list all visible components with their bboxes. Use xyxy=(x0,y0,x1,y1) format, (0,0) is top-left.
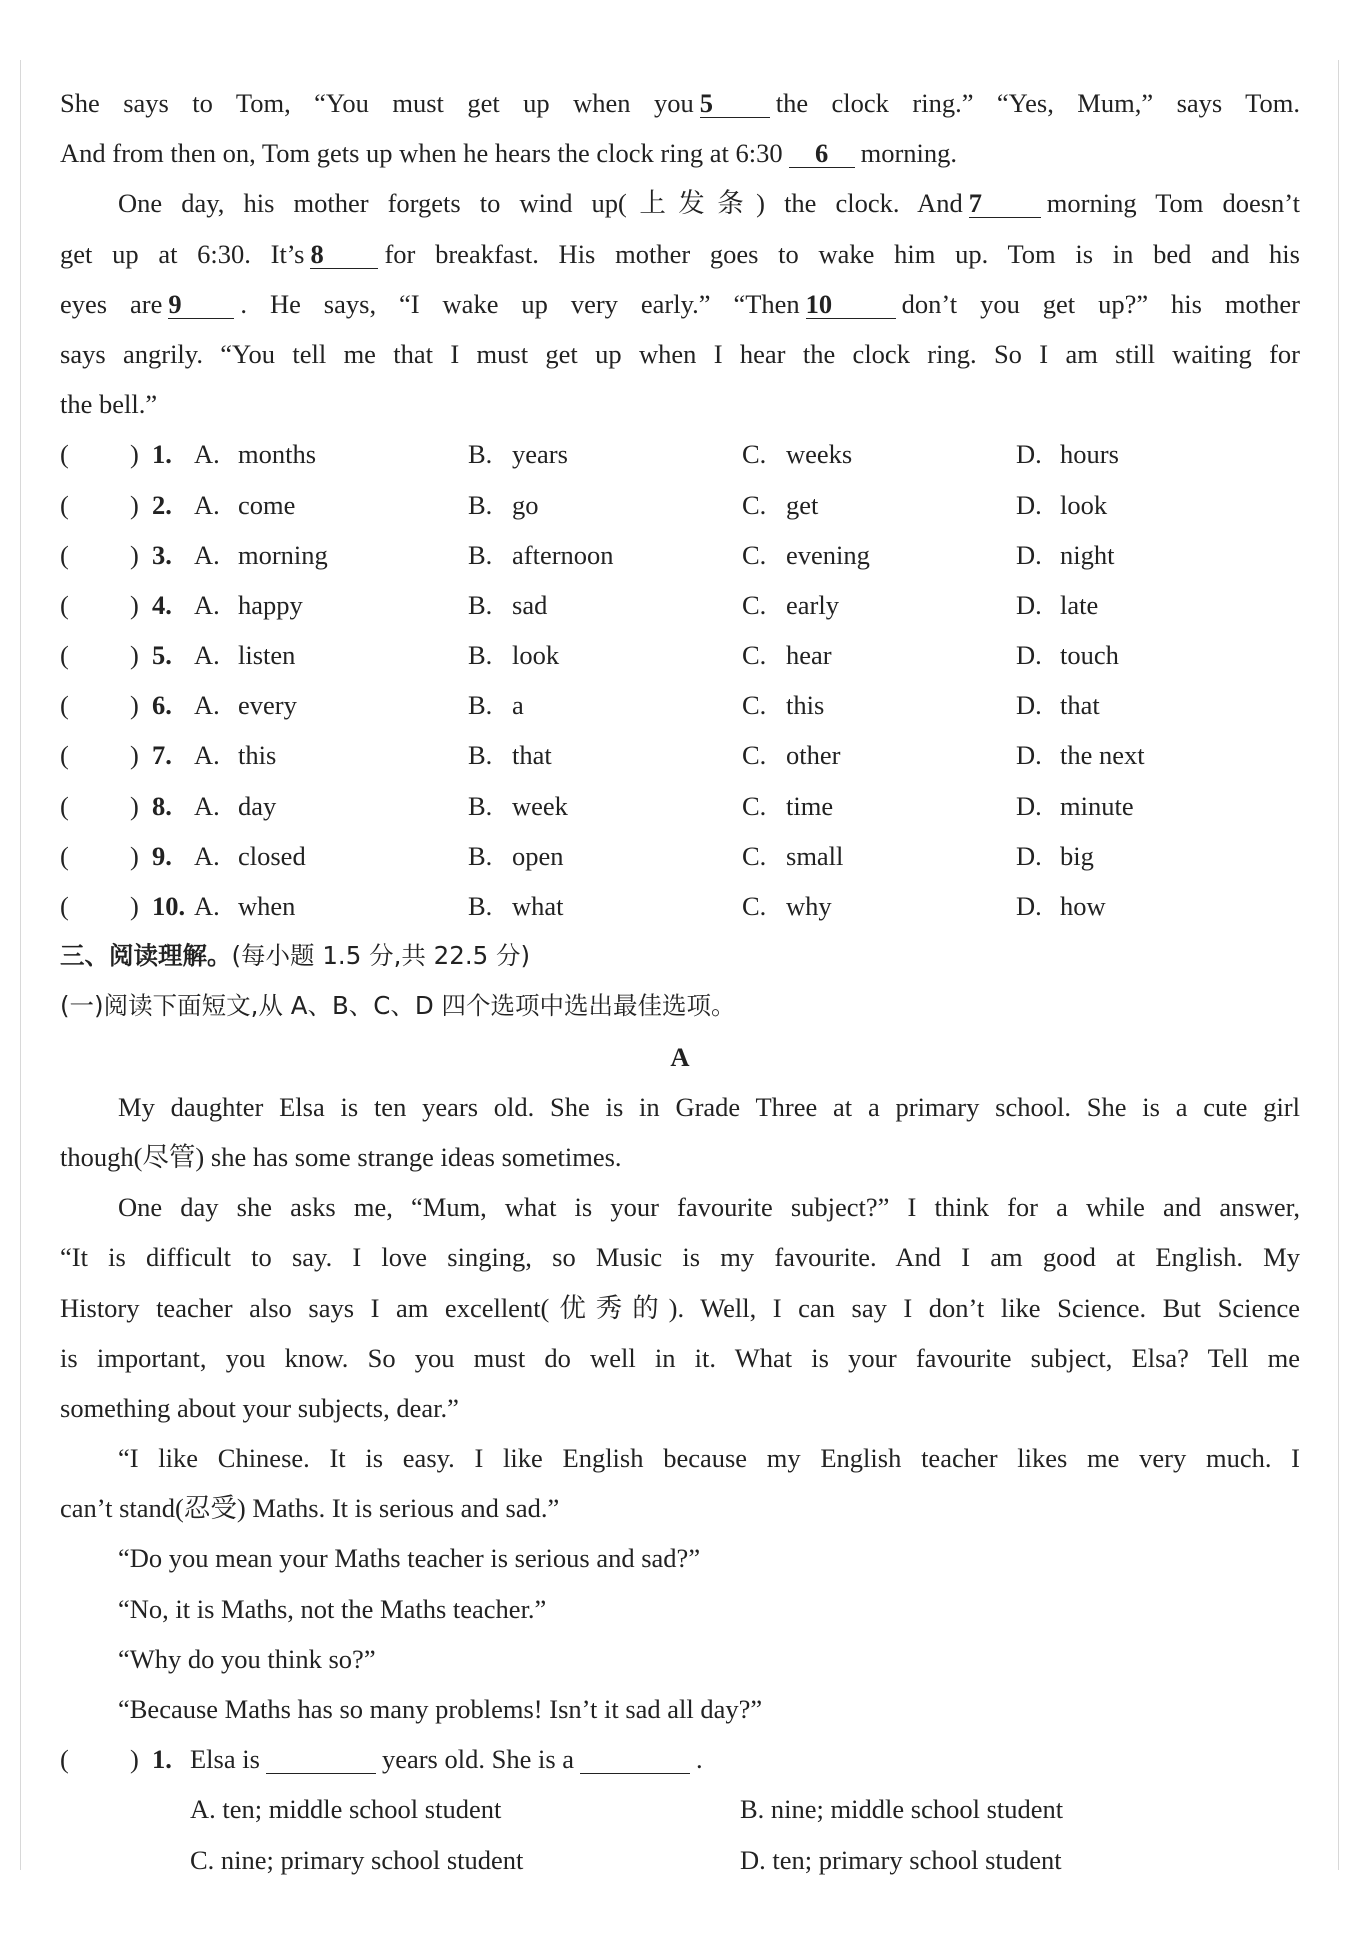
option-letter: B. xyxy=(468,891,493,921)
option-letter: C. xyxy=(742,489,767,520)
cloze-question-row xyxy=(60,781,1300,831)
reading-choices-row xyxy=(60,1835,1300,1885)
option-c xyxy=(742,680,824,730)
option-d xyxy=(1016,831,1094,881)
passage-line: get up at 6:30. It’s 8 for breakfast. His mother goes to wake him up. Tom is in bed and his xyxy=(60,238,1300,269)
option-letter: A. xyxy=(194,790,220,821)
question-number: 5. xyxy=(152,640,172,671)
option-letter: D. xyxy=(1016,439,1042,470)
option-letter: D. xyxy=(1016,489,1042,520)
passage-line: says angrily. “You tell me that I must get up when I hear the clock ring. So I am still waiting for xyxy=(60,338,1300,369)
answer-paren-close: ) xyxy=(130,1744,139,1775)
option-text: that xyxy=(512,740,552,771)
option-text: the next xyxy=(1060,740,1145,771)
option-text: hear xyxy=(786,640,832,671)
option-text: come xyxy=(238,489,296,520)
passage-a-line: History teacher also says I am excellent(优秀的). Well, I can say I don’t like Science. But Science xyxy=(60,1292,1300,1323)
answer-paren-open: ( xyxy=(60,891,69,921)
blank-7: 7 xyxy=(969,189,1041,218)
option-text: why xyxy=(786,891,832,921)
passage-a-line: “It is difficult to say. I love singing, so Music is my favourite. And I am good at English. My xyxy=(60,1242,1300,1273)
option-text: week xyxy=(512,790,568,821)
option-c xyxy=(742,881,832,931)
option-letter: A. xyxy=(194,740,220,771)
passage-a-line: One day she asks me, “Mum, what is your favourite subject?” I think for a while and answer, xyxy=(118,1192,1300,1223)
passage-line: the bell.” xyxy=(60,389,158,420)
passage-a-line: “Why do you think so?” xyxy=(118,1643,376,1674)
option-letter: C. xyxy=(742,539,767,570)
option-letter: D. xyxy=(1016,740,1042,771)
option-d xyxy=(1016,680,1100,730)
option-a xyxy=(194,530,328,580)
option-d xyxy=(1016,530,1114,580)
passage-a-line: is important, you know. So you must do well in it. What is your favourite subject, Elsa? Tell me xyxy=(60,1342,1300,1373)
option-text: other xyxy=(786,740,841,771)
option-text: late xyxy=(1060,589,1099,620)
passage-line: eyes are 9 . He says, “I wake up very early.” “Then 10 don’t you get up?” his mother xyxy=(60,288,1300,319)
option-letter: C. xyxy=(742,439,767,470)
section-heading xyxy=(60,931,1300,981)
answer-paren-open: ( xyxy=(60,790,69,821)
answer-paren-close: ) xyxy=(130,690,139,721)
option-a xyxy=(194,881,295,931)
option-letter: C. xyxy=(742,690,767,721)
cloze-question-row xyxy=(60,429,1300,479)
option-c xyxy=(742,781,833,831)
option-a xyxy=(194,831,306,881)
answer-paren-open: ( xyxy=(60,439,69,470)
cloze-question-row xyxy=(60,580,1300,630)
passage-a-line: My daughter Elsa is ten years old. She is in Grade Three at a primary school. She is a cute girl xyxy=(118,1091,1300,1122)
cloze-question-row xyxy=(60,680,1300,730)
option-letter: B. xyxy=(468,489,493,520)
choice-d: D. ten; primary school student xyxy=(740,1844,1062,1875)
cloze-question-row xyxy=(60,630,1300,680)
option-b xyxy=(468,530,614,580)
answer-blank xyxy=(266,1745,376,1774)
answer-paren-close: ) xyxy=(130,539,139,570)
answer-paren-close: ) xyxy=(130,640,139,671)
answer-paren-open: ( xyxy=(60,589,69,620)
question-number: 1. xyxy=(152,439,172,470)
section-instructions: (一)阅读下面短文,从 A、B、C、D 四个选项中选出最佳选项。 xyxy=(60,991,736,1021)
option-letter: D. xyxy=(1016,690,1042,721)
option-a xyxy=(194,781,276,831)
reading-question-1 xyxy=(60,1734,1300,1784)
cloze-question-row xyxy=(60,881,1300,931)
answer-paren-close: ) xyxy=(130,740,139,771)
blank-5: 5 xyxy=(700,89,770,118)
option-text: months xyxy=(238,439,317,470)
option-letter: C. xyxy=(742,640,767,671)
option-letter: B. xyxy=(468,740,493,771)
option-letter: D. xyxy=(1016,790,1042,821)
option-text: how xyxy=(1060,891,1106,921)
option-a xyxy=(194,429,316,479)
option-text: morning xyxy=(238,539,328,570)
option-c xyxy=(742,480,818,530)
option-letter: D. xyxy=(1016,589,1042,620)
page-edge-right xyxy=(1338,60,1339,1870)
option-text: what xyxy=(512,891,564,921)
option-text: when xyxy=(238,891,296,921)
option-letter: C. xyxy=(742,790,767,821)
choice-c: C. nine; primary school student xyxy=(190,1844,524,1875)
answer-paren-close: ) xyxy=(130,840,139,871)
passage-a xyxy=(60,1082,1300,1734)
option-a xyxy=(194,630,295,680)
option-text: small xyxy=(786,840,844,871)
option-text: weeks xyxy=(786,439,853,470)
option-b xyxy=(468,580,547,630)
option-letter: C. xyxy=(742,891,767,921)
answer-blank xyxy=(580,1745,690,1774)
answer-paren-open: ( xyxy=(60,1744,69,1775)
cloze-question-row xyxy=(60,730,1300,780)
choice-b: B. nine; middle school student xyxy=(740,1794,1064,1825)
option-letter: B. xyxy=(468,790,493,821)
option-letter: A. xyxy=(194,891,220,921)
option-letter: B. xyxy=(468,589,493,620)
option-text: hours xyxy=(1060,439,1119,470)
cloze-options xyxy=(60,429,1300,931)
option-text: look xyxy=(1060,489,1108,520)
passage-a-line: “Because Maths has so many problems! Isn’t it sad all day?” xyxy=(118,1694,763,1724)
option-text: open xyxy=(512,840,564,871)
question-number: 6. xyxy=(152,690,172,721)
answer-paren-open: ( xyxy=(60,640,69,671)
option-text: afternoon xyxy=(512,539,614,570)
question-number: 10. xyxy=(152,891,186,921)
option-text: sad xyxy=(512,589,548,620)
option-d xyxy=(1016,730,1145,780)
option-text: happy xyxy=(238,589,303,620)
option-letter: B. xyxy=(468,640,493,671)
option-letter: D. xyxy=(1016,640,1042,671)
option-text: night xyxy=(1060,539,1115,570)
option-d xyxy=(1016,630,1119,680)
option-c xyxy=(742,530,870,580)
option-text: a xyxy=(512,690,524,721)
option-c xyxy=(742,580,839,630)
passage-label: A xyxy=(670,1041,690,1072)
blank-6: 6 xyxy=(789,139,855,168)
option-letter: B. xyxy=(468,690,493,721)
question-number: 8. xyxy=(152,790,172,821)
option-text: this xyxy=(238,740,277,771)
passage-a-line: can’t stand(忍受) Maths. It is serious and sad.” xyxy=(60,1493,560,1524)
option-b xyxy=(468,680,524,730)
option-text: get xyxy=(786,489,819,520)
cloze-question-row xyxy=(60,530,1300,580)
option-d xyxy=(1016,480,1107,530)
option-text: big xyxy=(1060,840,1094,871)
option-d xyxy=(1016,881,1106,931)
option-a xyxy=(194,580,303,630)
section-title: 三、阅读理解。 xyxy=(60,941,232,971)
option-text: evening xyxy=(786,539,870,570)
option-letter: A. xyxy=(194,489,220,520)
answer-paren-close: ) xyxy=(130,489,139,520)
option-letter: A. xyxy=(194,589,220,620)
option-letter: A. xyxy=(194,690,220,721)
option-c xyxy=(742,730,840,780)
reading-choices-row xyxy=(60,1784,1300,1834)
question-number: 2. xyxy=(152,489,172,520)
option-b xyxy=(468,630,559,680)
cloze-question-row xyxy=(60,480,1300,530)
option-text: touch xyxy=(1060,640,1119,671)
question-number: 9. xyxy=(152,840,172,871)
option-text: listen xyxy=(238,640,296,671)
answer-paren-open: ( xyxy=(60,840,69,871)
choice-a: A. ten; middle school student xyxy=(190,1794,502,1825)
option-c xyxy=(742,630,832,680)
option-a xyxy=(194,680,297,730)
passage-a-line: “Do you mean your Maths teacher is serious and sad?” xyxy=(118,1543,701,1574)
blank-9: 9 xyxy=(168,290,234,319)
option-text: every xyxy=(238,690,297,721)
option-d xyxy=(1016,429,1119,479)
option-text: this xyxy=(786,690,825,721)
option-letter: D. xyxy=(1016,840,1042,871)
option-b xyxy=(468,429,568,479)
option-text: that xyxy=(1060,690,1100,721)
passage-a-line: something about your subjects, dear.” xyxy=(60,1392,459,1423)
option-a xyxy=(194,730,276,780)
option-letter: C. xyxy=(742,740,767,771)
answer-paren-close: ) xyxy=(130,439,139,470)
option-letter: A. xyxy=(194,439,220,470)
option-b xyxy=(468,730,552,780)
document-content xyxy=(60,78,1300,1885)
blank-10: 10 xyxy=(806,290,896,319)
passage-a-line: “No, it is Maths, not the Maths teacher.” xyxy=(118,1593,547,1624)
option-text: time xyxy=(786,790,834,821)
passage-line: She says to Tom, “You must get up when you 5 the clock ring.” “Yes, Mum,” says Tom. xyxy=(60,88,1301,118)
option-b xyxy=(468,480,539,530)
question-number: 4. xyxy=(152,589,172,620)
option-c xyxy=(742,429,852,479)
answer-paren-open: ( xyxy=(60,690,69,721)
option-letter: B. xyxy=(468,539,493,570)
passage-a-line: though(尽管) she has some strange ideas sometimes. xyxy=(60,1141,622,1172)
passage-a-line: “I like Chinese. It is easy. I like English because my English teacher likes me very much. I xyxy=(118,1443,1300,1474)
answer-paren-close: ) xyxy=(130,790,139,821)
answer-paren-close: ) xyxy=(130,891,139,921)
question-number: 7. xyxy=(152,740,172,771)
option-text: look xyxy=(512,640,560,671)
option-letter: D. xyxy=(1016,539,1042,570)
option-a xyxy=(194,480,295,530)
question-stem: Elsa is years old. She is a . xyxy=(190,1744,703,1775)
answer-paren-open: ( xyxy=(60,489,69,520)
option-c xyxy=(742,831,843,881)
option-text: go xyxy=(512,489,539,520)
option-letter: C. xyxy=(742,589,767,620)
option-letter: A. xyxy=(194,840,220,871)
passage-line: One day, his mother forgets to wind up(上发条) the clock. And 7 morning Tom doesn’t xyxy=(118,188,1301,219)
passage-line: And from then on, Tom gets up when he hears the clock ring at 6:30 6 morning. xyxy=(60,138,958,169)
option-b xyxy=(468,781,568,831)
blank-8: 8 xyxy=(310,240,378,269)
question-number: 1. xyxy=(152,1744,172,1775)
question-number: 3. xyxy=(152,539,172,570)
page-edge-left xyxy=(20,60,21,1870)
answer-paren-close: ) xyxy=(130,589,139,620)
option-letter: D. xyxy=(1016,891,1042,921)
cloze-question-row xyxy=(60,831,1300,881)
option-text: early xyxy=(786,589,839,620)
answer-paren-open: ( xyxy=(60,539,69,570)
option-letter: B. xyxy=(468,439,493,470)
option-text: years xyxy=(512,439,568,470)
option-b xyxy=(468,831,564,881)
option-d xyxy=(1016,781,1134,831)
section-points: (每小题 1.5 分,共 22.5 分) xyxy=(231,941,531,971)
option-letter: B. xyxy=(468,840,493,871)
option-text: closed xyxy=(238,840,306,871)
option-letter: C. xyxy=(742,840,767,871)
option-letter: A. xyxy=(194,539,220,570)
option-text: day xyxy=(238,790,277,821)
option-letter: A. xyxy=(194,640,220,671)
answer-paren-open: ( xyxy=(60,740,69,771)
option-text: minute xyxy=(1060,790,1134,821)
option-d xyxy=(1016,580,1098,630)
option-b xyxy=(468,881,564,931)
